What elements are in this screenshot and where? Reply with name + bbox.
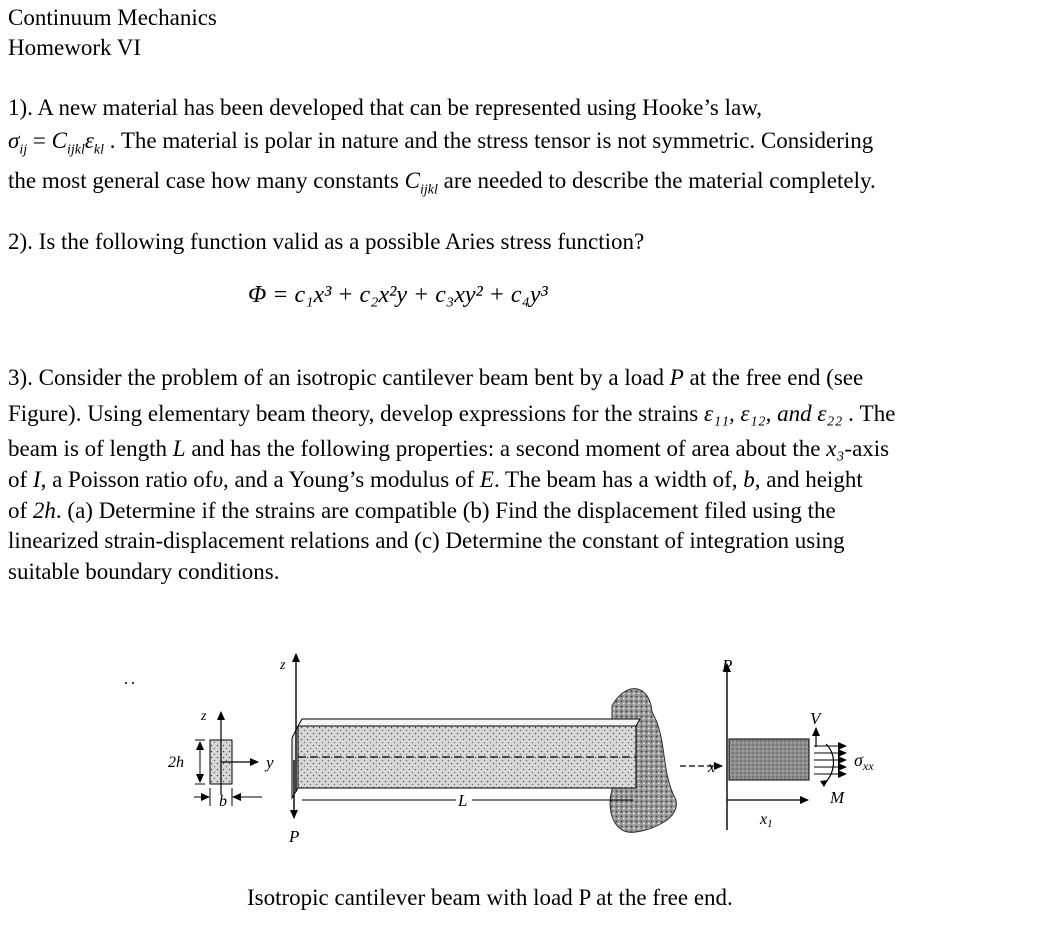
problem1-line1: 1). A new material has been developed that can be represented using Hooke’s law, [8, 95, 763, 120]
beam-z-label: z [280, 658, 286, 673]
p3-l4-e: , and height [754, 467, 863, 492]
homework-title: Homework VI [8, 35, 142, 60]
p3-poisson-symbol: υ [212, 467, 224, 492]
course-title: Continuum Mechanics [8, 5, 217, 30]
p3-l1-post: at the free end (see [683, 365, 864, 390]
height-label: 2h [168, 754, 184, 771]
x1-sub: 1 [767, 818, 773, 830]
p3-strains: ε₁₁, ε₁₂, and ε₂₂ [704, 401, 843, 426]
airy-stress-equation: Φ = c₁x³ + c₂x²y + c₃xy² + c₄y³ [248, 282, 548, 308]
p3-l4-c: , and a Young’s modulus of [223, 467, 480, 492]
section-z-label: z [201, 709, 207, 724]
p3-inertia-symbol: I [32, 467, 41, 492]
equals-sign: = [27, 128, 52, 153]
c-subscript: ijkl [66, 142, 85, 158]
problem3-line7: suitable boundary conditions. [8, 559, 280, 584]
p3-l4-d: . The beam has a width of, [493, 467, 744, 492]
p3-l5-b: . (a) Determine if the strains are compatible (b) Find the displacement filed using the [55, 498, 836, 523]
figure-caption: Isotropic cantilever beam with load P at the free end. [247, 885, 733, 910]
beam-segment [727, 664, 846, 830]
problem3-line6: linearized strain-displacement relations and (c) Determine the constant of integration using [8, 528, 845, 553]
p3-l5-a: of [8, 498, 33, 523]
sigma-char: σ [854, 750, 863, 770]
load-p-top-label: P [722, 656, 733, 675]
p3-l3-mid: and has the following properties: a second moment of area about the [185, 436, 827, 461]
p3-load-symbol: P [669, 365, 684, 390]
constants-symbol: C [404, 168, 420, 193]
x1-char: x [760, 811, 768, 828]
sigma-subscript: ij [19, 142, 28, 158]
problem2-text: 2). Is the following function valid as a possible Aries stress function? [8, 229, 645, 254]
p3-l1-pre: 3). Consider the problem of an isotropic cantilever beam bent by a load [8, 365, 670, 390]
p3-l3-pre: beam is of length [8, 436, 173, 461]
p3-width-symbol: b [743, 467, 755, 492]
c-symbol: C [51, 128, 67, 153]
sigma-symbol: σ [8, 128, 20, 153]
moment-m-label: M [830, 788, 845, 807]
problem1-line3-pre: the most general case how many constants [8, 168, 405, 193]
p3-height-symbol: 2h [32, 498, 56, 523]
sigma-sub: xx [862, 759, 874, 773]
x-axis-label: x [708, 759, 716, 776]
constants-subscript: ijkl [419, 182, 438, 198]
load-p-bottom-label: P [289, 827, 300, 846]
p3-l2-post: . The [842, 401, 896, 426]
length-label: L [458, 791, 468, 810]
stress-sigma-label [854, 750, 874, 773]
section-y-label: y [266, 753, 274, 772]
problem1-line2-rest: . The material is polar in nature and the stress tensor is not symmetric. Considering [104, 128, 874, 153]
p3-young-symbol: E [479, 467, 494, 492]
p3-length-symbol: L [172, 436, 186, 461]
p3-l4-a: of [8, 467, 33, 492]
p3-x3-symbol: x₃ [826, 436, 845, 461]
problem1-line3-post: are needed to describe the material completely. [437, 168, 876, 193]
epsilon-subscript: kl [93, 142, 105, 158]
beam [292, 719, 640, 798]
x1-label [759, 811, 773, 830]
epsilon-symbol: ε [84, 128, 94, 153]
cross-section [194, 712, 262, 806]
shear-v-label: V [810, 709, 821, 728]
p3-l2-pre: Figure). Using elementary beam theory, develop expressions for the strains [8, 401, 704, 426]
p3-l3-post: -axis [844, 436, 890, 461]
p3-l4-b: , a Poisson ratio of [40, 467, 213, 492]
stray-marks [125, 682, 134, 684]
width-label: b [219, 793, 227, 810]
